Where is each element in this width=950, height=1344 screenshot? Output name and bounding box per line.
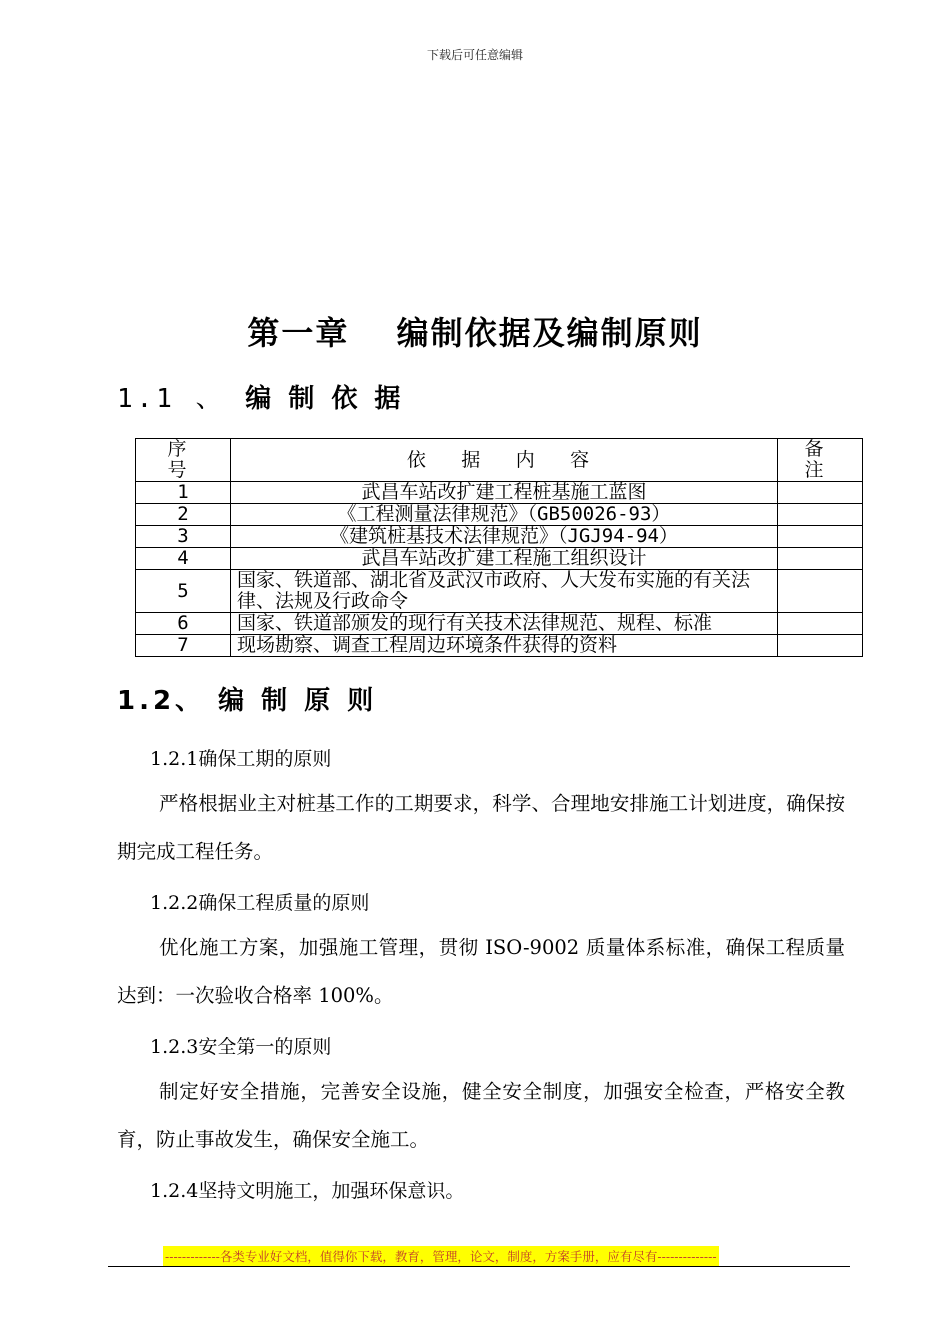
row-content: 国家、铁道部颁发的现行有关技术法律规范、规程、标准: [231, 613, 778, 635]
row-content: 《工程测量法律规范》（GB50026-93）: [231, 504, 778, 526]
row-remark: [778, 570, 863, 613]
table-row: [136, 526, 863, 548]
row-remark: [778, 482, 863, 504]
table-row: [136, 635, 863, 657]
principle-text-2: 优化施工方案，加强施工管理，贯彻 ISO-9002 质量体系标准，确保工程质量达到：一次验收合格率 100%。: [117, 936, 845, 1007]
row-no: 7: [136, 635, 231, 657]
section-number: 1.1 、: [117, 384, 226, 414]
section-heading-1-2: 1.2、 编 制 原 则: [117, 686, 378, 716]
table-row: [136, 504, 863, 526]
principle-heading-4: 1.2.4坚持文明施工，加强环保意识。: [150, 1180, 465, 1202]
header-remark: 备 注: [778, 439, 863, 482]
row-remark: [778, 635, 863, 657]
row-remark: [778, 548, 863, 570]
table-row: [136, 482, 863, 504]
row-no: 1: [136, 482, 231, 504]
row-no: 2: [136, 504, 231, 526]
header-content: 依 据 内 容: [231, 439, 778, 482]
header-note: 下载后可任意编辑: [426, 48, 523, 62]
row-remark: [778, 526, 863, 548]
row-content: 武昌车站改扩建工程桩基施工蓝图: [231, 482, 778, 504]
row-no: 5: [136, 570, 231, 613]
footer-divider: [108, 1266, 850, 1267]
row-remark: [778, 613, 863, 635]
basis-table: [135, 438, 863, 657]
table-row: [136, 613, 863, 635]
footer-banner: -------------各类专业好文档，值得你下载，教育，管理，论文，制度，方案手册，应有尽有--------------: [163, 1246, 719, 1266]
row-content: 武昌车站改扩建工程施工组织设计: [231, 548, 778, 570]
principle-heading-3: 1.2.3安全第一的原则: [150, 1036, 332, 1058]
principle-heading-2: 1.2.2确保工程质量的原则: [150, 892, 370, 914]
section-heading-1-1: [117, 378, 404, 415]
table-header-row: [136, 439, 863, 482]
row-no: 3: [136, 526, 231, 548]
principle-text-3: 制定好安全措施，完善安全设施，健全安全制度，加强安全检查，严格安全教育，防止事故发生，确保安全施工。: [117, 1080, 845, 1151]
row-no: 4: [136, 548, 231, 570]
principle-heading-1: 1.2.1确保工期的原则: [150, 748, 332, 770]
principle-text-1: 严格根据业主对桩基工作的工期要求，科学、合理地安排施工计划进度，确保按期完成工程任务。: [117, 792, 845, 863]
row-no: 6: [136, 613, 231, 635]
row-remark: [778, 504, 863, 526]
row-content: 《建筑桩基技术法律规范》（JGJ94-94）: [231, 526, 778, 548]
row-content: 国家、铁道部、湖北省及武汉市政府、人大发布实施的有关法律、法规及行政命令: [231, 570, 778, 613]
section-title: 编 制 依 据: [245, 384, 405, 414]
table-row: [136, 548, 863, 570]
table-row: [136, 570, 863, 613]
row-content: 现场勘察、调查工程周边环境条件获得的资料: [231, 635, 778, 657]
header-no: 序 号: [136, 439, 231, 482]
chapter-title: 第一章 编制依据及编制原则: [247, 314, 703, 352]
